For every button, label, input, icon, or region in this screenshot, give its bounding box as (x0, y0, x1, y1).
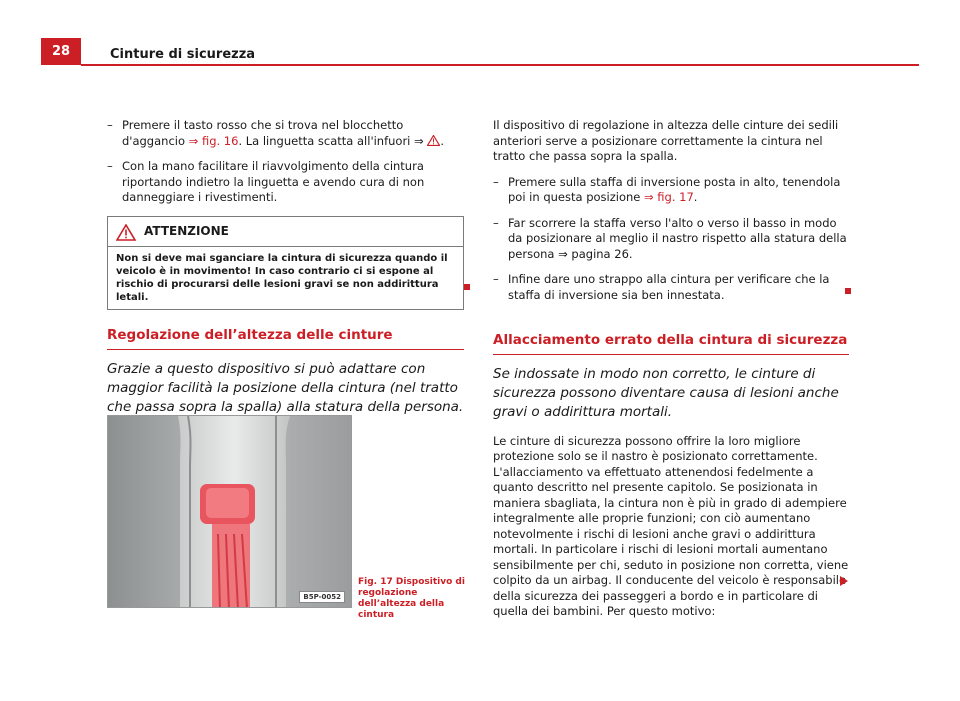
step-text: Premere il tasto rosso che si trova nel blocchetto d'aggancio (122, 118, 404, 148)
step-dash: – (107, 118, 113, 132)
warning-header (108, 217, 463, 247)
warning-triangle-icon (116, 224, 136, 241)
step-text: Infine dare uno strappo alla cintura per verificare che la staffa di inversione sia ben innestata. (508, 272, 830, 302)
wrong-fastening-section (493, 333, 849, 630)
figure-caption: Fig. 17 Dispositivo di regolazione dell’altezza della cintura (358, 577, 465, 620)
step-press-red-button (107, 118, 464, 149)
section-body: Le cinture di sicurezza possono offrire la loro migliore protezione solo se il nastro è posizionato correttamente. L'allacciamento va effettuato attenendosi fedelmente a quanto descritto nel presente capitolo. Se posizionata in maniera sbagliata, la cintura non è più in grado di adempiere integralmente alle proprie funzioni; con ciò aumentano notevolmente i rischi di lesioni anche gravi o addirittura mortali. In particolare i rischi di lesioni mortali aumentano sensibilmente per chi, seduto in posizione non corretta, viene colpito da un airbag. Il conducente del veicolo è responsabile della sicurezza dei passeggeri a bordo e in particolare di quella dei bambini. Per questo motivo: (493, 433, 849, 618)
page-26-link[interactable]: ⇒ pagina 26 (558, 246, 629, 261)
section-end-marker (845, 288, 851, 294)
step-text: Con la mano facilitare il riavvolgimento della cintura riportando indietro la linguetta e avendo cura di non danneggiare i rivestimenti. (122, 159, 425, 204)
step-text: Far scorrere la staffa verso l'alto o verso il basso in modo da posizionare al meglio il nastro rispetto alla statura della persona (508, 215, 847, 261)
step-text: . (440, 133, 444, 148)
belt-adjuster-illustration (108, 416, 352, 608)
step-dash: – (493, 174, 499, 189)
header-rule (81, 64, 919, 66)
step-dash: – (107, 159, 113, 173)
intro-paragraph: Il dispositivo di regolazione in altezza delle cinture dei sedili anteriori serve a posizionare correttamente la cintura nel tratto che passa sopra la spalla. (493, 118, 839, 163)
section-end-marker (464, 284, 470, 290)
figure-code: B5P-0052 (299, 591, 345, 603)
warning-box (107, 216, 464, 310)
section-intro: Grazie a questo dispositivo si può adattare con maggior facilità la posizione della cintura (nel tratto che passa sopra la spalla) alla statura della persona. (107, 360, 464, 415)
warning-text: Non si deve mai sganciare la cintura di sicurezza quando il veicolo è in movimento! In caso contrario ci si espone al rischio di procurarsi delle lesioni gravi se non addirittura letali. (116, 252, 448, 303)
chapter-title: Cinture di sicurezza (110, 47, 256, 62)
fig-17-link[interactable]: ⇒ fig. 17 (644, 190, 694, 204)
fig-16-link[interactable]: ⇒ fig. 16 (188, 133, 239, 148)
section-title: Allacciamento errato della cintura di sicurezza (493, 333, 849, 355)
step-slide-bracket (493, 216, 849, 263)
continue-arrow-icon (840, 576, 848, 586)
step-text: . La linguetta scatta all'infuori ⇒ (238, 133, 428, 148)
page-number: 28 (41, 38, 81, 65)
step-text: . (693, 190, 698, 204)
step-dash: – (493, 215, 499, 230)
step-press-bracket (493, 175, 849, 206)
step-dash: – (493, 272, 499, 286)
step-text: . (628, 246, 633, 261)
figure-belt-height-adjuster (107, 415, 352, 608)
section-title: Regolazione dell’altezza delle cinture (107, 328, 464, 350)
left-column (107, 118, 464, 318)
step-rewind-belt (107, 159, 464, 206)
warning-title: ATTENZIONE (144, 224, 229, 239)
warning-ref-icon[interactable] (427, 135, 440, 146)
step-text: Premere sulla staffa di inversione posta in alto, tenendola poi in questa posizione (508, 174, 841, 204)
right-column (493, 118, 849, 313)
step-tug-belt (493, 272, 849, 303)
height-adjust-section (107, 328, 464, 417)
section-intro: Se indossate in modo non corretto, le cinture di sicurezza possono diventare causa di lesioni anche gravi o addirittura mortali. (493, 365, 839, 420)
